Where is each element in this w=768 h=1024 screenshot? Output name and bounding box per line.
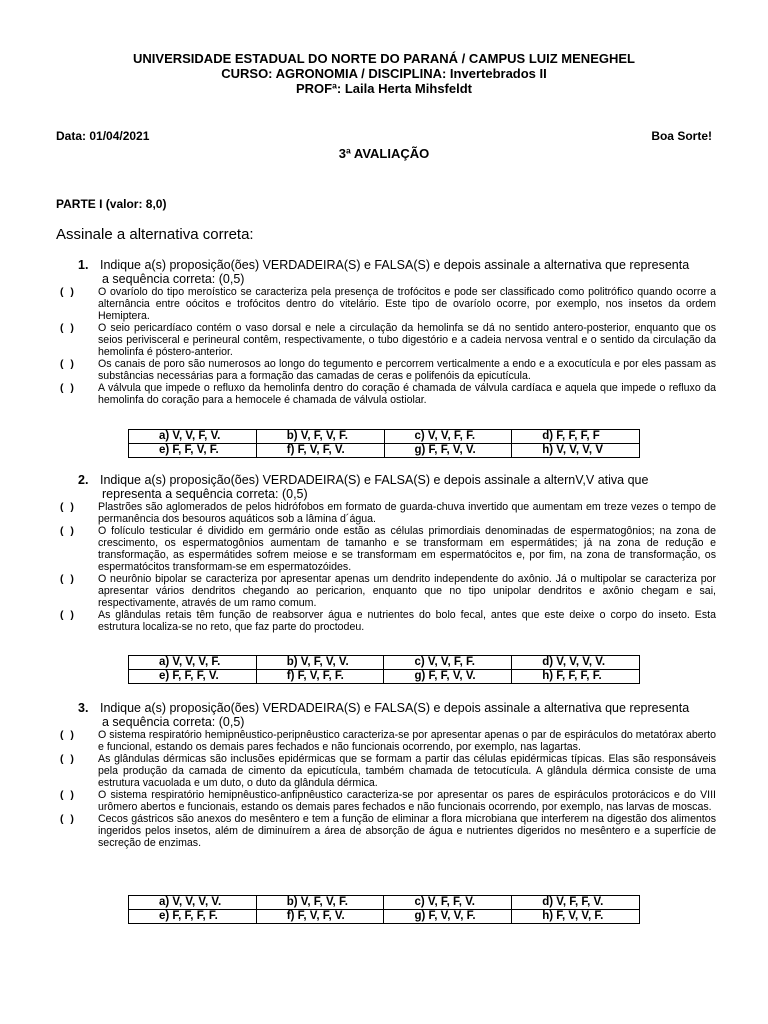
question-statement: Indique a(s) proposição(ões) VERDADEIRA(S) e FALSA(S) e depois assinale a alternativa que representa [100, 701, 690, 715]
proposition-text: As glândulas retais têm função de reabsorver água e nutrientes do bolo fecal, antes que este deixe o corpo do inseto. Esta estrutura localiza-se no reto, que faz parte do proctodeu. [98, 609, 716, 633]
proposition-text: O sistema respiratório hemipnêustico-anfipnêustico caracteriza-se por apresentar os pares de espiráculos protorácicos e do VIII urômero abertos e funcionais, estando os demais pares fechados e não funcionais ocorrendo, por exemplo, nas larvas de moscas. [98, 789, 716, 813]
good-luck-text: Boa Sorte! [651, 129, 712, 143]
exam-date: Data: 01/04/2021 [56, 129, 150, 143]
proposition [56, 813, 716, 849]
alternative-option[interactable]: g) F, F, V, V. [384, 670, 512, 684]
alternative-option[interactable]: h) F, F, F, F. [512, 670, 640, 684]
answer-blank[interactable]: ( ) [60, 609, 74, 621]
question-title [56, 258, 716, 286]
answer-blank[interactable]: ( ) [60, 525, 74, 537]
alternative-option[interactable]: a) V, V, V, F. [129, 656, 257, 670]
course-line: CURSO: AGRONOMIA / DISCIPLINA: Invertebrados II [221, 66, 547, 81]
question-statement-cont: a sequência correta: (0,5) [102, 272, 245, 286]
alternative-option[interactable]: g) F, F, V, V. [384, 444, 512, 458]
alternative-option[interactable]: c) V, V, F, F. [384, 656, 512, 670]
alternatives-row [129, 656, 640, 670]
question-statement-cont: representa a sequência correta: (0,5) [102, 487, 308, 501]
proposition [56, 525, 716, 573]
alternative-option[interactable]: c) V, V, F, F. [384, 430, 512, 444]
question-number: 2. [78, 473, 89, 487]
question-number: 3. [78, 701, 89, 715]
proposition-text: Plastrões são aglomerados de pelos hidrófobos em formato de guarda-chuva invertido que aumentam em treze vezes o tempo de permanência dos besouros aquáticos sob a lâmina d´água. [98, 501, 716, 525]
proposition-text: O seio pericardíaco contém o vaso dorsal e nele a circulação da hemolinfa se dá no sentido antero-posterior, enquanto que os seios perivisceral e perineural contêm, respectivamente, o tubo digestório e a cadeia nervosa ventral e o sentido da circulação da hemolinfa é póstero-anterior. [98, 322, 716, 358]
question-statement: Indique a(s) proposição(ões) VERDADEIRA(S) e FALSA(S) e depois assinale a alternV,V ativa que [100, 473, 649, 487]
alternative-option[interactable]: c) V, F, F, V. [384, 896, 512, 910]
proposition-text: A válvula que impede o refluxo da hemolinfa dentro do coração é chamada de válvula cardíaca e aquela que impede o refluxo da hemolinfa do coração para a hemocele é chamada de válvula ostiolar. [98, 382, 716, 406]
proposition [56, 789, 716, 813]
alternatives-row [129, 910, 640, 924]
answer-blank[interactable]: ( ) [60, 382, 74, 394]
alternatives-row [129, 670, 640, 684]
alternative-option[interactable]: d) V, F, F, V. [512, 896, 640, 910]
alternative-option[interactable]: h) F, V, V, F. [512, 910, 640, 924]
proposition-text: Os canais de poro são numerosos ao longo do tegumento e percorrem verticalmente a endo e a exocutícula e por eles passam as substâncias necessárias para a formação das camadas de ceras e polifenóis da epicutícula. [98, 358, 716, 382]
alternative-option[interactable]: e) F, F, F, F. [129, 910, 257, 924]
answer-blank[interactable]: ( ) [60, 501, 74, 513]
answer-blank[interactable]: ( ) [60, 789, 74, 801]
alternative-option[interactable]: e) F, F, V, F. [129, 444, 257, 458]
proposition-text: O folículo testicular é dividido em germário onde estão as células primordiais denominadas de espermatogônios; na zona de crescimento, os espermatogônios aumentam de tamanho e se transformam em espermátides; já na zona de redução e transformação, as espermátides sofrem meiose e se transformam em espermatócitos e, por fim, na zona de transformação, os espermatócitos transformam-se em espermatozóides. [98, 525, 716, 573]
question-statement: Indique a(s) proposição(ões) VERDADEIRA(S) e FALSA(S) e depois assinale a alternativa que representa [100, 258, 690, 272]
proposition [56, 573, 716, 609]
proposition [56, 286, 716, 322]
answer-blank[interactable]: ( ) [60, 753, 74, 765]
alternative-option[interactable]: f) F, V, F, V. [256, 910, 384, 924]
proposition-text: O ovaríolo do tipo meroístico se caracteriza pela presença de trofócitos e pode ser classificado como politrófico quando ocorre a alternância entre oócitos e trofócitos dentro do vitelário. Este tipo de ovaríolo ocorre, por exemplo, nos insetos da ordem Hemiptera. [98, 286, 716, 322]
alternatives-table-3 [128, 895, 640, 924]
university-title: UNIVERSIDADE ESTADUAL DO NORTE DO PARANÁ / CAMPUS LUIZ MENEGHEL [133, 51, 635, 66]
proposition-text: Cecos gástricos são anexos do mesêntero e tem a função de eliminar a flora microbiana que interferem na digestão dos alimentos ingeridos pelos insetos, além de diminuírem a área de absorção de água e nutrientes digeridos no mesêntero e a superfície de secreção de enzimas. [98, 813, 716, 849]
alternative-option[interactable]: f) F, V, F, V. [256, 444, 384, 458]
alternative-option[interactable]: e) F, F, F, V. [129, 670, 257, 684]
alternatives-table-1 [128, 429, 640, 458]
proposition [56, 609, 716, 633]
proposition [56, 501, 716, 525]
question-title [56, 473, 716, 501]
proposition-text: O neurônio bipolar se caracteriza por apresentar apenas um dendrito independente do axônio. Já o multipolar se caracteriza por apresentar vários dendritos chegando ao pericarion, enquanto que no tipo unipolar dendritos e axônio chegam e sai, respectivamente, através de um ramo comum. [98, 573, 716, 609]
alternative-option[interactable]: d) F, F, F, F [512, 430, 640, 444]
alternative-option[interactable]: b) V, F, V, F. [256, 896, 384, 910]
proposition [56, 753, 716, 789]
evaluation-title: 3ª AVALIAÇÃO [338, 146, 430, 161]
instruction-text: Assinale a alternativa correta: [56, 226, 254, 243]
answer-blank[interactable]: ( ) [60, 358, 74, 370]
question-number: 1. [78, 258, 89, 272]
question-statement-cont: a sequência correta: (0,5) [102, 715, 245, 729]
alternative-option[interactable]: h) V, V, V, V [512, 444, 640, 458]
proposition [56, 322, 716, 358]
proposition-text: As glândulas dérmicas são inclusões epidérmicas que se formam a partir das células epidérmicas típicas. Elas são responsáveis pela produção da camada de cimento da epicutícula, também chamada de tetocutícula. A glândula dérmica consiste de uma estrutura vacuolada e um duto, o duto da glândula dérmica. [98, 753, 716, 789]
alternative-option[interactable]: d) V, V, V, V. [512, 656, 640, 670]
alternative-option[interactable]: a) V, V, V, V. [129, 896, 257, 910]
alternatives-row [129, 896, 640, 910]
answer-blank[interactable]: ( ) [60, 729, 74, 741]
alternatives-row [129, 444, 640, 458]
alternatives-table-2 [128, 655, 640, 684]
answer-blank[interactable]: ( ) [60, 286, 74, 298]
question-2 [56, 473, 716, 633]
date-row [56, 129, 712, 143]
alternative-option[interactable]: g) F, V, V, F. [384, 910, 512, 924]
proposition [56, 729, 716, 753]
question-3 [56, 701, 716, 849]
exam-header [0, 51, 768, 96]
proposition [56, 382, 716, 406]
part-heading: PARTE I (valor: 8,0) [56, 197, 167, 211]
answer-blank[interactable]: ( ) [60, 322, 74, 334]
answer-blank[interactable]: ( ) [60, 813, 74, 825]
alternatives-row [129, 430, 640, 444]
alternative-option[interactable]: b) V, F, V, F. [256, 430, 384, 444]
professor-line: PROFª: Laila Herta Mihsfeldt [295, 81, 472, 96]
question-title [56, 701, 716, 729]
proposition [56, 358, 716, 382]
answer-blank[interactable]: ( ) [60, 573, 74, 585]
question-1 [56, 258, 716, 406]
alternative-option[interactable]: b) V, F, V, V. [256, 656, 384, 670]
alternative-option[interactable]: f) F, V, F, F. [256, 670, 384, 684]
alternative-option[interactable]: a) V, V, F, V. [129, 430, 257, 444]
proposition-text: O sistema respiratório hemipnêustico-peripnêustico caracteriza-se por apresentar apenas o par de espiráculos do metatórax aberto e funcional, estando os demais pares fechados e não funcionais ocorrendo, por exemplo, nas lagartas. [98, 729, 716, 753]
